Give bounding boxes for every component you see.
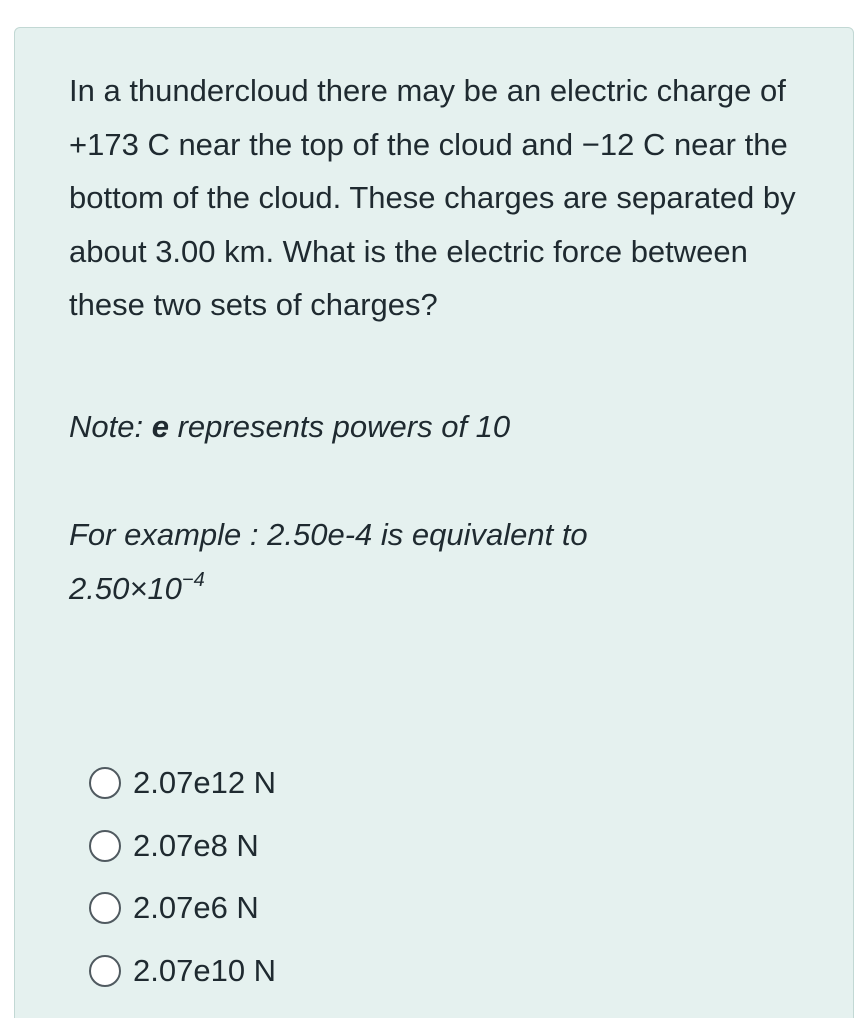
note-prefix: Note: <box>69 409 152 444</box>
answer-option-label: 2.07e8 N <box>133 827 259 863</box>
answer-options <box>89 752 276 1002</box>
radio-button-icon[interactable] <box>89 830 121 862</box>
answer-option-label: 2.07e6 N <box>133 890 259 926</box>
note-suffix: represents powers of 10 <box>168 409 511 444</box>
answer-option-2[interactable] <box>89 815 276 878</box>
answer-option-label: 2.07e10 N <box>133 952 277 988</box>
answer-option-1[interactable] <box>89 752 276 815</box>
example-body: For example : 2.50e-4 is equivalent to 2.50×10 <box>69 517 588 606</box>
answer-option-label: 2.07e12 N <box>133 765 277 801</box>
answer-option-3[interactable] <box>89 877 276 940</box>
example-text <box>69 508 689 615</box>
question-text: In a thundercloud there may be an electric charge of +173 C near the top of the cloud and −12 C near the bottom of the cloud. These charges are separated by about 3.00 km. What is the electric force between these two sets of charges? <box>69 73 796 322</box>
example-exponent: −4 <box>181 568 205 591</box>
answer-option-4[interactable] <box>89 940 276 1003</box>
note-symbol: e <box>151 409 169 444</box>
note-text <box>69 402 510 452</box>
radio-button-icon[interactable] <box>89 955 121 987</box>
radio-button-icon[interactable] <box>89 767 121 799</box>
question-card <box>14 27 854 1018</box>
radio-button-icon[interactable] <box>89 892 121 924</box>
